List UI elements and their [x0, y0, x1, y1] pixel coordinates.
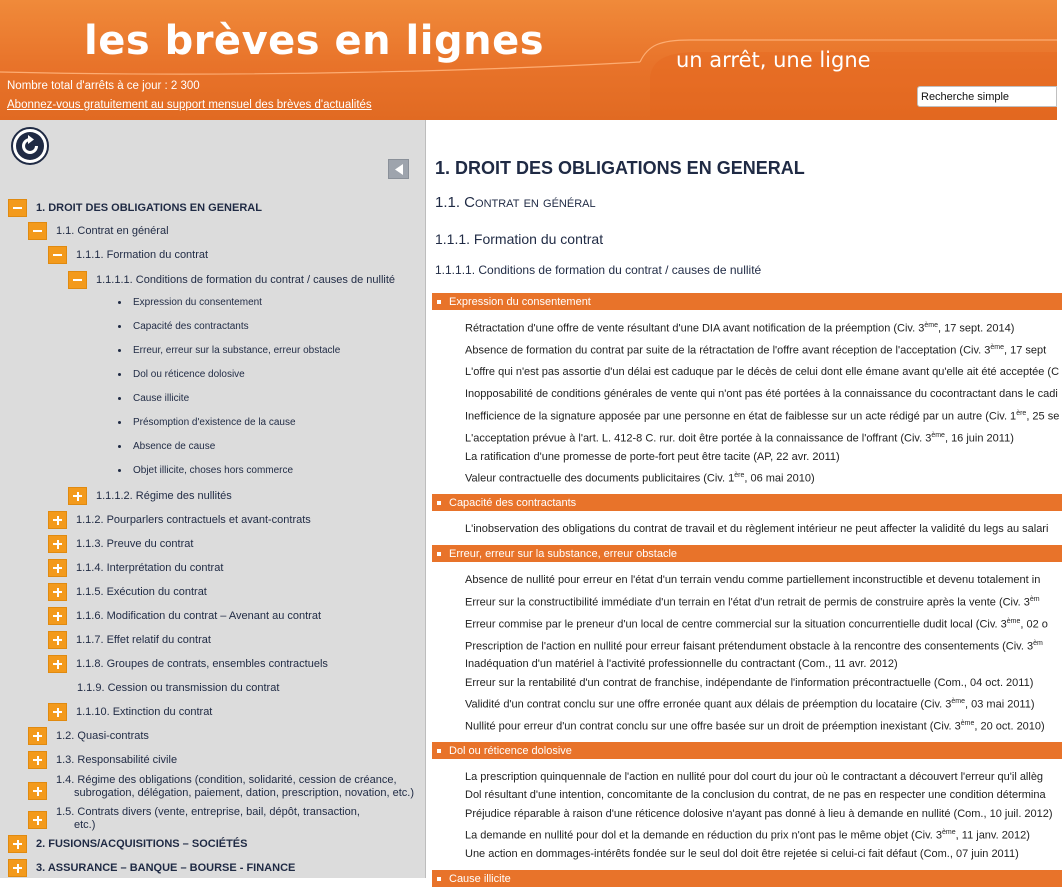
square-bullet-icon — [437, 877, 441, 881]
case-entry-link[interactable]: Rétractation d'une offre de vente résultant d'une DIA avant notification de la préemption (Civ. 3ème, 17 sept. 2014) — [465, 322, 1015, 335]
tree-leaf-item[interactable] — [118, 292, 262, 312]
expand-toggle-icon[interactable] — [48, 607, 67, 625]
collapse-toggle-icon[interactable] — [68, 271, 87, 289]
refresh-icon[interactable] — [11, 127, 49, 165]
bullet-icon — [118, 397, 121, 400]
expand-toggle-icon[interactable] — [48, 535, 67, 553]
tree-item-label: 1.1.1.2. Régime des nullités — [96, 489, 232, 502]
case-entry-link[interactable]: Inopposabilité de conditions générales de vente qui n'ont pas été portées à la connaissance du cocontractant dans le cadi — [465, 388, 1058, 400]
tree-item-groupes-de-contrats[interactable] — [48, 654, 328, 674]
tree-item-label: Cause illicite — [133, 392, 190, 404]
bullet-icon — [118, 325, 121, 328]
search-input[interactable] — [917, 86, 1057, 107]
heading-level-3: 1.1.1. Formation du contrat — [435, 231, 604, 247]
expand-toggle-icon[interactable] — [28, 751, 47, 769]
case-entry-link[interactable]: Absence de formation du contrat par suite de la rétractation de l'offre avant réception de l'acceptation (Civ. 3ème, 17 sept — [465, 344, 1047, 357]
square-bullet-icon — [437, 552, 441, 556]
sidebar-tree — [0, 120, 426, 878]
section-bar-capacite-des-contractants — [432, 494, 1062, 511]
case-entry-link[interactable]: Erreur sur la rentabilité d'un contrat de franchise, indépendante de l'information précontractuelle (Com., 04 oct. 2011) — [465, 677, 1034, 689]
tree-item-label-line1: 1.5. Contrats divers (vente, entreprise, bail, dépôt, transaction, — [56, 806, 360, 818]
section-title: Cause illicite — [449, 872, 511, 885]
tree-item-assurance-banque[interactable] — [8, 858, 295, 878]
tree-item-label: Objet illicite, choses hors commerce — [133, 464, 294, 476]
tree-item-label-line1: 1.4. Régime des obligations (condition, solidarité, cession de créance, — [56, 774, 397, 786]
tree-item-label: 1.1.1.1. Conditions de formation du contrat / causes de nullité — [96, 273, 396, 286]
expand-toggle-icon[interactable] — [28, 727, 47, 745]
tree-item-label: 1.1.8. Groupes de contrats, ensembles contractuels — [76, 657, 328, 670]
tree-item-formation-du-contrat[interactable] — [48, 245, 208, 265]
tree-item-responsabilite-civile[interactable] — [28, 750, 177, 770]
tree-item-label: Capacité des contractants — [133, 320, 249, 332]
bullet-icon — [118, 301, 121, 304]
tree-item-label — [56, 774, 414, 800]
heading-level-2: 1.1. Contrat en général — [435, 194, 596, 211]
tree-leaf-item[interactable] — [118, 436, 215, 456]
square-bullet-icon — [437, 749, 441, 753]
expand-toggle-icon[interactable] — [28, 782, 47, 800]
tree-item-regime-des-obligations[interactable] — [28, 774, 414, 808]
tree-item-label: 1.1.6. Modification du contrat – Avenant au contrat — [76, 609, 322, 622]
tree-item-label: 1.1.10. Extinction du contrat — [76, 705, 213, 718]
expand-toggle-icon[interactable] — [48, 511, 67, 529]
tree-item-pourparlers[interactable] — [48, 510, 311, 530]
tree-item-label: Expression du consentement — [133, 296, 262, 308]
tree-leaf-item[interactable] — [118, 412, 296, 432]
tree-item-quasi-contrats[interactable] — [28, 726, 149, 746]
tree-item-interpretation[interactable] — [48, 558, 223, 578]
triangle-left-icon — [394, 164, 404, 175]
tree-item-label: Erreur, erreur sur la substance, erreur obstacle — [133, 344, 341, 356]
case-entry-link[interactable]: Une action en dommages-intérêts fondée sur le seul dol doit être rejetée si celui-ci fait défaut (Com., 07 juin 2011) — [465, 848, 1019, 860]
section-title: Erreur, erreur sur la substance, erreur obstacle — [449, 547, 678, 560]
tree-item-label: 1.3. Responsabilité civile — [56, 753, 178, 766]
section-title: Dol ou réticence dolosive — [449, 744, 572, 757]
tree-item-effet-relatif[interactable] — [48, 630, 211, 650]
case-entry-link[interactable]: Inefficience de la signature apposée par une personne en état de faiblesse sur un acte rédigé par un autre (Civ. 1ère, 25 se — [465, 410, 1060, 423]
heading-level-4: 1.1.1.1. Conditions de formation du contrat / causes de nullité — [435, 263, 762, 277]
tree-item-contrat-en-general[interactable] — [28, 221, 169, 241]
tree-item-label: 1.1.2. Pourparlers contractuels et avant-contrats — [76, 513, 311, 526]
bullet-icon — [118, 469, 121, 472]
site-title: les brèves en lignes — [84, 18, 544, 64]
tree-item-label-line2: subrogation, délégation, paiement, dation, prescription, novation, etc.) — [74, 787, 414, 799]
tree-item-label: 1.1. Contrat en général — [56, 224, 169, 237]
expand-toggle-icon[interactable] — [48, 703, 67, 721]
tree-item-label: 1.1.3. Preuve du contrat — [76, 537, 194, 550]
case-entry-link[interactable]: L'inobservation des obligations du contrat de travail et du règlement intérieur ne peut affecter la validité du legs au salari — [465, 523, 1049, 535]
expand-toggle-icon[interactable] — [48, 631, 67, 649]
expand-toggle-icon[interactable] — [68, 487, 87, 505]
case-entry-link[interactable]: Préjudice réparable à raison d'une réticence dolosive n'ayant pas donné à lieu à demande en nullité (Com., 10 juil. 2012) — [465, 808, 1053, 820]
bullet-icon — [118, 421, 121, 424]
site-tagline: un arrêt, une ligne — [676, 48, 871, 72]
case-entry-link[interactable]: Dol résultant d'une intention, concomitante de la conclusion du contrat, de ne pas en respecter une condition détermina — [465, 789, 1046, 801]
tree-item-execution[interactable] — [48, 582, 207, 602]
section-bar-dol — [432, 742, 1062, 759]
tree-item-label: 1.1.7. Effet relatif du contrat — [76, 633, 211, 646]
heading-level-1: 1. DROIT DES OBLIGATIONS EN GENERAL — [435, 158, 805, 178]
expand-toggle-icon[interactable] — [48, 655, 67, 673]
tree-item-label: Dol ou réticence dolosive — [133, 368, 245, 380]
tree-item-droit-des-obligations[interactable] — [8, 198, 262, 218]
case-entry-link[interactable]: La prescription quinquennale de l'action en nullité pour dol court du jour où le contractant a découvert l'erreur qu'il allèg — [465, 771, 1044, 783]
bullet-icon — [118, 445, 121, 448]
case-entry-link[interactable]: La ratification d'une promesse de porte-fort peut être tacite (AP, 22 avr. 2011) — [465, 451, 840, 463]
section-bar-erreur — [432, 545, 1062, 562]
tree-item-label: 1.2. Quasi-contrats — [56, 729, 149, 742]
bullet-icon — [118, 373, 121, 376]
tree-item-label: 1.1.1. Formation du contrat — [76, 248, 209, 261]
collapse-toggle-icon[interactable] — [8, 199, 27, 217]
collapse-toggle-icon[interactable] — [28, 222, 47, 240]
subscribe-link[interactable]: Abonnez-vous gratuitement au support mensuel des brèves d'actualités — [7, 99, 372, 111]
tree-item-label: 1. DROIT DES OBLIGATIONS EN GENERAL — [36, 201, 262, 214]
tree-item-regime-des-nullites[interactable] — [68, 486, 232, 506]
square-bullet-icon — [437, 501, 441, 505]
tree-leaf-item[interactable] — [118, 388, 189, 408]
tree-item-fusions-acquisitions[interactable] — [8, 834, 247, 854]
tree-leaf-item[interactable] — [118, 460, 293, 480]
tree-item-preuve[interactable] — [48, 534, 193, 554]
expand-toggle-icon[interactable] — [48, 583, 67, 601]
case-entry-link[interactable]: Validité d'un contrat conclu sur une offre erronée quant aux délais de préemption du locataire (Civ. 3ème, 03 mai 2011) — [465, 698, 1035, 711]
tree-item-label: 1.1.5. Exécution du contrat — [76, 585, 207, 598]
case-entry-link[interactable]: Erreur commise par le preneur d'un local de centre commercial sur la situation concurrentielle dudit local (Civ. 3ème, 02 o — [465, 618, 1048, 631]
case-entry-link[interactable]: Erreur sur la constructibilité immédiate d'un terrain en l'état d'un retrait de permis de construire après la vente (Civ. $3^{èm}$ — [465, 596, 1040, 609]
tree-item-label — [56, 806, 360, 832]
section-bar-cause-illicite — [432, 870, 1062, 887]
tree-item-extinction[interactable] — [48, 702, 212, 722]
collapse-toggle-icon[interactable] — [48, 246, 67, 264]
section-title: Capacité des contractants — [449, 496, 577, 509]
square-bullet-icon — [437, 300, 441, 304]
tree-item-label: 1.1.9. Cession ou transmission du contrat — [77, 681, 280, 694]
expand-toggle-icon[interactable] — [48, 559, 67, 577]
tree-item-cession[interactable] — [77, 678, 279, 698]
case-entry-link[interactable]: Absence de nullité pour erreur en l'état d'un terrain vendu comme partiellement inconstructible et devenu totalement in — [465, 574, 1041, 586]
tree-leaf-item[interactable] — [118, 340, 340, 360]
section-title: Expression du consentement — [449, 295, 591, 308]
tree-item-label: Absence de cause — [133, 440, 216, 452]
tree-item-label: 1.1.4. Interprétation du contrat — [76, 561, 224, 574]
tree-item-label: 2. FUSIONS/ACQUISITIONS – SOCIÉTÉS — [36, 837, 248, 850]
case-entry-link[interactable]: Nullité pour erreur d'un contrat conclu sur une offre basée sur un droit de préemption inexistant (Civ. 3ème, 20 oct. 2010) — [465, 720, 1045, 733]
collapse-sidebar-button[interactable] — [388, 159, 409, 179]
case-entry-link[interactable]: L'acceptation prévue à l'art. L. 412-8 C. rur. doit être portée à la connaissance de l'offrant (Civ. 3ème, 16 juin 2011) — [465, 432, 1014, 445]
case-entry-link[interactable]: L'offre qui n'est pas assortie d'un délai est caduque par le décès de celui dont elle émane avant qu'elle ait été acceptée (C — [465, 366, 1060, 378]
expand-toggle-icon[interactable] — [28, 811, 47, 829]
tree-item-conditions-de-formation[interactable] — [68, 270, 395, 290]
tree-item-label: Présomption d'existence de la cause — [133, 416, 296, 428]
tree-item-modification[interactable] — [48, 606, 321, 626]
tree-item-label: 3. ASSURANCE – BANQUE – BOURSE - FINANCE — [36, 861, 296, 874]
case-entry-link[interactable]: Valeur contractuelle des documents publicitaires (Civ. 1ère, 06 mai 2010) — [465, 472, 815, 485]
tree-item-contrats-divers[interactable] — [28, 806, 360, 836]
case-entry-link[interactable]: Inadéquation d'un matériel à l'activité professionnelle du contractant (Com., 11 avr. 2012) — [465, 658, 898, 670]
tree-leaf-item[interactable] — [118, 316, 249, 336]
case-entry-link[interactable]: La demande en nullité pour dol et la demande en réduction du prix n'ont pas le même objet (Civ. 3ème, 11 janv. 2012) — [465, 829, 1030, 842]
tree-leaf-item[interactable] — [118, 364, 245, 384]
bullet-icon — [118, 349, 121, 352]
total-count-text: Nombre total d'arrêts à ce jour : 2 300 — [7, 80, 200, 92]
site-header — [0, 0, 1057, 120]
main-content — [427, 120, 1060, 885]
expand-toggle-icon[interactable] — [8, 835, 27, 853]
section-bar-expression-du-consentement — [432, 293, 1062, 310]
case-entry-link[interactable]: Prescription de l'action en nullité pour erreur faisant prétendument obstacle à la rencontre des consentements (Civ. $3^{èm}$ — [465, 640, 1043, 653]
tree-item-label-line2: etc.) — [74, 819, 96, 831]
expand-toggle-icon[interactable] — [8, 859, 27, 877]
